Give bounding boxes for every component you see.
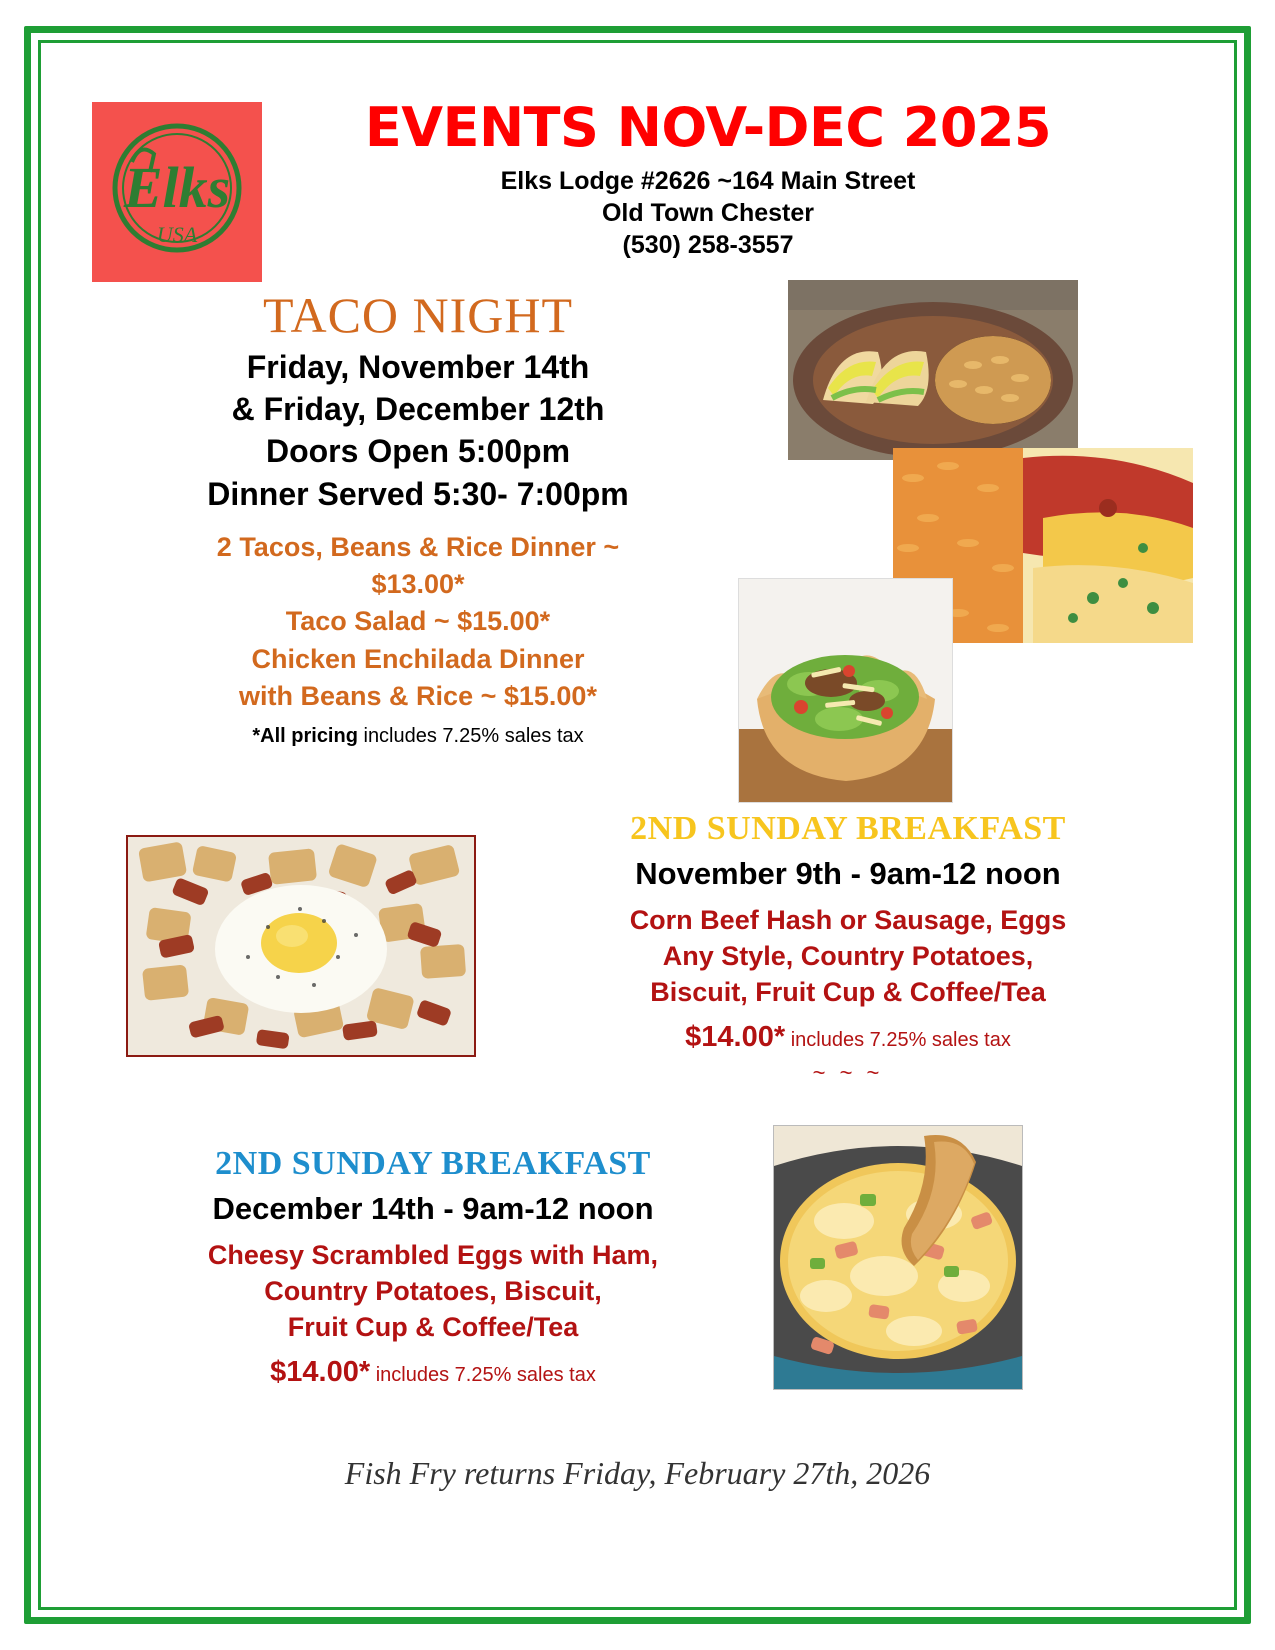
svg-text:USA: USA [156, 222, 198, 247]
section-divider: ~ ~ ~ [812, 1059, 884, 1085]
price-tax-note: includes 7.25% sales tax [370, 1363, 596, 1386]
price-amount: $14.00* [270, 1355, 371, 1388]
menu-line: Biscuit, Fruit Cup & Coffee/Tea [650, 977, 1046, 1008]
price-amount: $14.00* [685, 1020, 786, 1053]
price-line: Taco Salad ~ $15.00* [285, 606, 551, 637]
price-line: with Beans & Rice ~ $15.00* [239, 680, 597, 711]
taco-night-dates [98, 346, 738, 515]
taco-tax-note [98, 725, 738, 748]
taco-night-section [98, 287, 738, 748]
svg-text:Elks: Elks [123, 155, 231, 220]
lodge-address-line: Elks Lodge #2626 ~164 Main Street [500, 166, 916, 195]
price-line: $13.00* [371, 569, 465, 600]
menu-line: Country Potatoes, Biscuit, [264, 1276, 602, 1307]
breakfast-december-price [93, 1356, 773, 1389]
breakfast-december-heading: 2ND SUNDAY BREAKFAST [215, 1145, 651, 1182]
taco-tax-note-rest: includes 7.25% sales tax [357, 725, 584, 748]
breakfast-casserole-photo [773, 1125, 1023, 1390]
flyer-content [48, 50, 1227, 1600]
taco-salad-photo [738, 578, 953, 803]
breakfast-november-heading: 2ND SUNDAY BREAKFAST [630, 810, 1066, 847]
header-subtitle [228, 165, 1188, 261]
page-title: EVENTS NOV-DEC 2025 [364, 96, 1052, 159]
header [48, 70, 1227, 270]
taco-date-line: Friday, November 14th [246, 349, 590, 385]
taco-tax-note-bold: *All pricing [252, 725, 358, 748]
breakfast-december-date: December 14th - 9am-12 noon [212, 1191, 654, 1226]
menu-line: Corn Beef Hash or Sausage, Eggs [629, 905, 1067, 935]
phone-number: (530) 258-3557 [622, 230, 794, 259]
fish-fry-footer: Fish Fry returns Friday, February 27th, 2026 [344, 1455, 931, 1491]
taco-date-line: Dinner Served 5:30- 7:00pm [207, 475, 629, 512]
corn-beef-hash-photo [126, 835, 476, 1057]
breakfast-december-menu [93, 1237, 773, 1346]
town-line: Old Town Chester [601, 198, 815, 227]
menu-line: Any Style, Country Potatoes, [662, 941, 1034, 972]
breakfast-november-price [498, 1021, 1198, 1054]
menu-line: Cheesy Scrambled Eggs with Ham, [207, 1240, 659, 1270]
taco-date-line: & Friday, December 12th [231, 391, 605, 428]
taco-night-heading: TACO NIGHT [262, 287, 574, 343]
taco-night-prices [98, 529, 738, 715]
header-text [228, 96, 1188, 261]
taco-date-line: Doors Open 5:00pm [265, 433, 571, 470]
breakfast-november-date: November 9th - 9am-12 noon [635, 856, 1061, 891]
breakfast-november-section [498, 810, 1198, 1086]
breakfast-december-section [93, 1145, 773, 1389]
taco-plate-photo [788, 280, 1078, 460]
breakfast-november-menu [498, 902, 1198, 1011]
price-line: 2 Tacos, Beans & Rice Dinner ~ [216, 531, 620, 562]
menu-line: Fruit Cup & Coffee/Tea [287, 1312, 579, 1343]
price-tax-note: includes 7.25% sales tax [785, 1028, 1011, 1051]
price-line: Chicken Enchilada Dinner [251, 643, 585, 674]
